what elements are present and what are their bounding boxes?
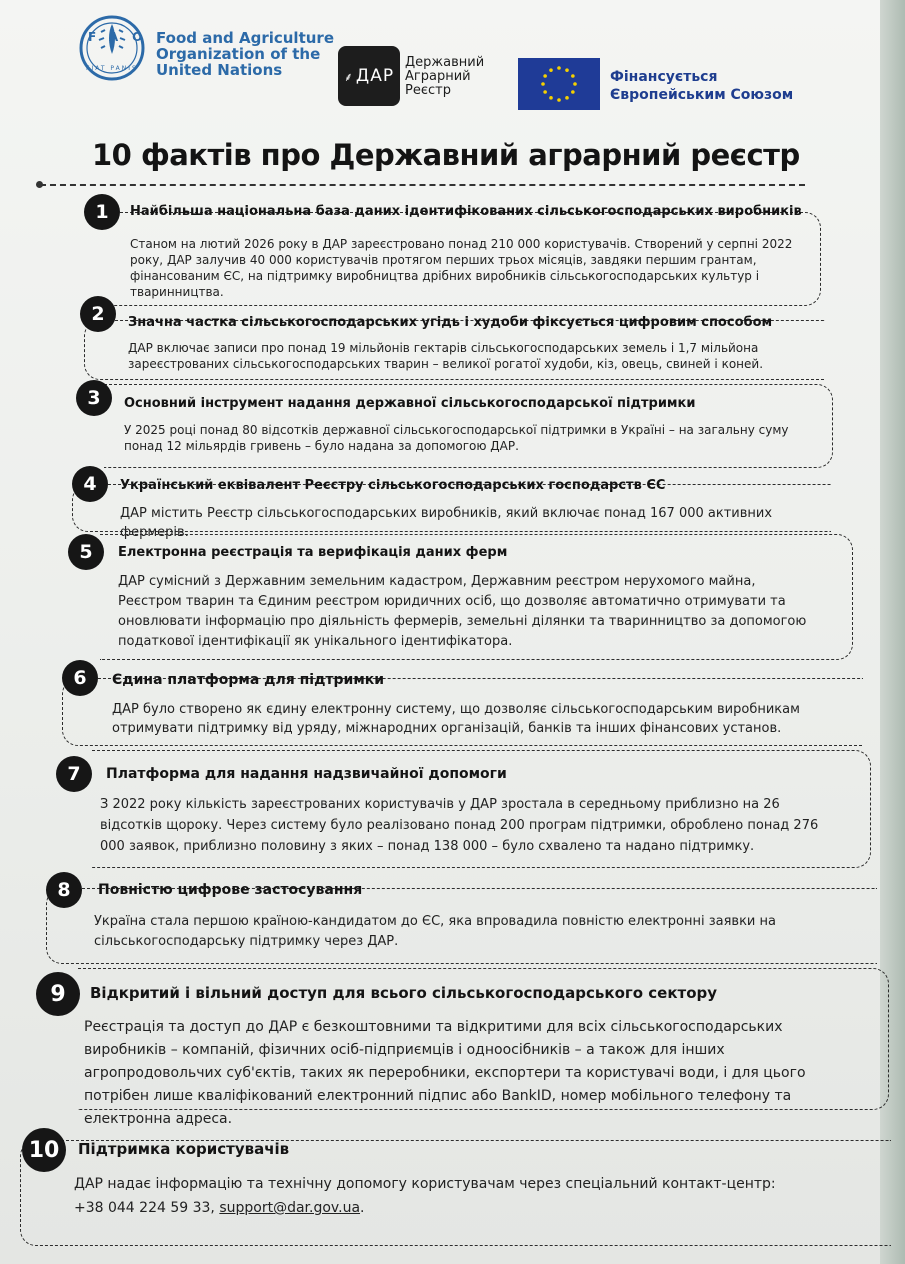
fact-body: Станом на лютий 2026 року в ДАР зареєстровано понад 210 000 користувачів. Створений у серпні 2022 року, ДАР залучив 40 000 користувачів протягом перших трьох місяців, завдяки першим грантам, фінансованим ЄС, на підтримку виробництва дрібних виробників сільськогосподарських культур і тваринництва. <box>130 237 793 299</box>
fact-body: З 2022 року кількість зареєстрованих користувачів у ДАР зростала в середньому приблизно на 26 відсотків щороку. Через систему було реалізовано понад 200 програм підтримки, оброблено понад 276 000 заявок, приблизно половину з яких – понад 138 000 – було схвалено та надано підтримку. <box>100 797 819 854</box>
eu-star-icon <box>557 98 561 102</box>
dar-name <box>405 56 484 98</box>
eu-star-icon <box>543 74 547 78</box>
fact-body: ДАР містить Реєстр сільськогосподарських виробників, який включає понад 167 000 активних фермерів. <box>120 506 773 540</box>
fact-body: Реєстрація та доступ до ДАР є безкоштовними та відкритими для всіх сільськогосподарських виробників – компаній, фізичних осіб-підприємців і одноосібників – а також для інших агропродовольчих суб'єктів, таких як переробники, експортери та користувачі води, і для цього потрібен лише кваліфікований електронний підпис або BankID, номер мобільного телефону та електронна адреса. <box>84 1019 806 1127</box>
fact-number-badge: 9 <box>36 972 80 1016</box>
dashed-divider <box>40 184 805 186</box>
fact-number-badge: 3 <box>76 380 112 416</box>
fact-heading: Український еквівалент Реєстру сільськогосподарських господарств ЄС <box>120 478 666 493</box>
fact-body-text: ДАР надає інформацію та технічну допомогу користувачам через спеціальний контакт-центр: <box>74 1176 776 1192</box>
dar-name-line: Аграрний <box>405 69 471 84</box>
fact-number-badge: 2 <box>80 296 116 332</box>
eu-star-icon <box>543 90 547 94</box>
support-email-link[interactable]: support@dar.gov.ua <box>219 1200 361 1216</box>
dar-mark: ДАР <box>355 66 395 86</box>
fact-heading: Основний інструмент надання державної сільськогосподарської підтримки <box>124 396 696 411</box>
eu-star-icon <box>557 66 561 70</box>
fact-body: ДАР сумісний з Державним земельним кадастром, Державним реєстром нерухомого майна, Реєстром тварин та Єдиним реєстром юридичних осіб, що дозволяє автоматично отримувати та оновлювати інформацію про діяльність фермерів, земельні ділянки та тваринництво за допомогою податкової ідентифікації як унікального ідентифікатора. <box>118 574 807 649</box>
fact-heading: Електронна реєстрація та верифікація даних ферм <box>118 545 508 560</box>
eu-star-icon <box>565 68 569 72</box>
fact-number-badge: 7 <box>56 756 92 792</box>
dar-name-line: Реєстр <box>405 83 451 98</box>
fao-mark: FAO <box>88 30 157 44</box>
eu-funding-text <box>610 68 793 104</box>
fact-heading: Єдина платформа для підтримки <box>112 672 385 688</box>
fao-name-line: United Nations <box>156 61 283 79</box>
fact-number-badge: 6 <box>62 660 98 696</box>
fao-name <box>156 29 334 79</box>
fact-number-badge: 5 <box>68 534 104 570</box>
fact-number-badge: 8 <box>46 872 82 908</box>
eu-star-icon <box>565 96 569 100</box>
eu-star-icon <box>549 68 553 72</box>
fact-body <box>74 1172 854 1220</box>
fact-heading: Повністю цифрове застосування <box>98 882 363 898</box>
page-title: 10 фактів про Державний аграрний реєстр <box>92 138 800 172</box>
fact-heading: Найбільша національна база даних ідентифікованих сільськогосподарських виробників <box>130 204 802 219</box>
fact-heading: Відкритий і вільний доступ для всього сільськогосподарського сектору <box>90 984 718 1002</box>
fact-body: Україна стала першою країною-кандидатом до ЄС, яка впровадила повністю електронні заявки на сільськогосподарську підтримку через ДАР. <box>94 914 776 949</box>
fact-number-badge: 1 <box>84 194 120 230</box>
eu-star-icon <box>541 82 545 86</box>
fact-heading: Підтримка користувачів <box>78 1140 290 1158</box>
eu-text-line: Фінансується <box>610 69 718 85</box>
fact-number-badge: 10 <box>22 1128 66 1172</box>
eu-star-icon <box>549 96 553 100</box>
dar-name-line: Державний <box>405 55 485 70</box>
fact-number-badge: 4 <box>72 466 108 502</box>
eu-star-icon <box>571 74 575 78</box>
contact-tail: . <box>360 1200 365 1216</box>
eu-star-icon <box>573 82 577 86</box>
fao-motto: FIAT PANIS <box>86 65 138 72</box>
fao-name-line: Food and Agriculture <box>156 29 334 47</box>
wheat-icon: ⸙ <box>343 69 354 84</box>
fact-body: ДАР було створено як єдину електронну систему, що дозволяє сільськогосподарським виробникам отримувати підтримку від уряду, міжнародних організацій, банків та інших фінансових установ. <box>112 702 800 736</box>
fact-body: У 2025 році понад 80 відсотків державної сільськогосподарської підтримки в Україні – на загальну суму понад 12 мільярдів гривень – було надана за допомогою ДАР. <box>124 423 789 453</box>
fact-heading: Значна частка сільськогосподарських угідь і худоби фіксується цифровим способом <box>128 315 773 330</box>
dar-logo <box>338 46 400 106</box>
eu-star-icon <box>571 90 575 94</box>
contact-phone: +38 044 224 59 33, <box>74 1200 215 1216</box>
fao-name-line: Organization of the <box>156 45 321 63</box>
eu-text-line: Європейським Союзом <box>610 87 794 103</box>
eu-flag-icon <box>518 58 600 110</box>
fact-heading: Платформа для надання надзвичайної допомоги <box>106 766 507 782</box>
fact-body: ДАР включає записи про понад 19 мільйонів гектарів сільськогосподарських земель і 1,7 мільйона зареєстрованих сільськогосподарських тварин – великої рогатої худоби, кіз, овець, свиней і коней. <box>128 341 764 371</box>
